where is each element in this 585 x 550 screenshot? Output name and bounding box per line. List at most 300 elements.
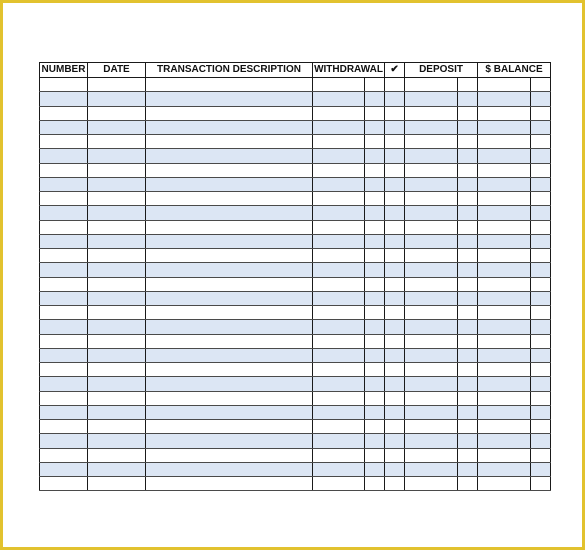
balance-dollars-cell[interactable] bbox=[478, 249, 531, 263]
check-cell[interactable] bbox=[385, 234, 405, 248]
withdrawal-dollars-cell[interactable] bbox=[313, 120, 365, 134]
balance-cents-cell[interactable] bbox=[531, 348, 551, 362]
deposit-cents-cell[interactable] bbox=[458, 448, 478, 462]
withdrawal-dollars-cell[interactable] bbox=[313, 462, 365, 476]
balance-cents-cell[interactable] bbox=[531, 206, 551, 220]
check-cell[interactable] bbox=[385, 334, 405, 348]
withdrawal-dollars-cell[interactable] bbox=[313, 135, 365, 149]
balance-dollars-cell[interactable] bbox=[478, 420, 531, 434]
balance-cents-cell[interactable] bbox=[531, 448, 551, 462]
withdrawal-cents-cell[interactable] bbox=[365, 177, 385, 191]
deposit-dollars-cell[interactable] bbox=[405, 206, 458, 220]
description-cell[interactable] bbox=[146, 106, 313, 120]
withdrawal-dollars-cell[interactable] bbox=[313, 448, 365, 462]
balance-dollars-cell[interactable] bbox=[478, 78, 531, 92]
number-cell[interactable] bbox=[40, 334, 88, 348]
date-cell[interactable] bbox=[88, 92, 146, 106]
check-cell[interactable] bbox=[385, 92, 405, 106]
number-cell[interactable] bbox=[40, 377, 88, 391]
date-cell[interactable] bbox=[88, 477, 146, 491]
date-cell[interactable] bbox=[88, 391, 146, 405]
description-cell[interactable] bbox=[146, 135, 313, 149]
withdrawal-cents-cell[interactable] bbox=[365, 434, 385, 448]
balance-dollars-cell[interactable] bbox=[478, 448, 531, 462]
balance-cents-cell[interactable] bbox=[531, 477, 551, 491]
check-cell[interactable] bbox=[385, 163, 405, 177]
deposit-dollars-cell[interactable] bbox=[405, 391, 458, 405]
balance-cents-cell[interactable] bbox=[531, 149, 551, 163]
deposit-cents-cell[interactable] bbox=[458, 149, 478, 163]
number-cell[interactable] bbox=[40, 306, 88, 320]
check-cell[interactable] bbox=[385, 291, 405, 305]
balance-cents-cell[interactable] bbox=[531, 306, 551, 320]
balance-cents-cell[interactable] bbox=[531, 434, 551, 448]
number-cell[interactable] bbox=[40, 405, 88, 419]
description-cell[interactable] bbox=[146, 177, 313, 191]
withdrawal-dollars-cell[interactable] bbox=[313, 377, 365, 391]
balance-dollars-cell[interactable] bbox=[478, 192, 531, 206]
date-cell[interactable] bbox=[88, 206, 146, 220]
number-cell[interactable] bbox=[40, 462, 88, 476]
deposit-cents-cell[interactable] bbox=[458, 462, 478, 476]
deposit-cents-cell[interactable] bbox=[458, 135, 478, 149]
balance-dollars-cell[interactable] bbox=[478, 277, 531, 291]
withdrawal-cents-cell[interactable] bbox=[365, 206, 385, 220]
table-row bbox=[40, 377, 551, 391]
number-cell[interactable] bbox=[40, 234, 88, 248]
check-cell[interactable] bbox=[385, 106, 405, 120]
deposit-dollars-cell[interactable] bbox=[405, 448, 458, 462]
table-row bbox=[40, 448, 551, 462]
deposit-cents-cell[interactable] bbox=[458, 363, 478, 377]
deposit-dollars-cell[interactable] bbox=[405, 277, 458, 291]
deposit-dollars-cell[interactable] bbox=[405, 120, 458, 134]
balance-cents-cell[interactable] bbox=[531, 220, 551, 234]
deposit-cents-cell[interactable] bbox=[458, 277, 478, 291]
date-cell[interactable] bbox=[88, 420, 146, 434]
balance-cents-cell[interactable] bbox=[531, 249, 551, 263]
number-cell[interactable] bbox=[40, 320, 88, 334]
description-cell[interactable] bbox=[146, 306, 313, 320]
number-cell[interactable] bbox=[40, 78, 88, 92]
check-cell[interactable] bbox=[385, 405, 405, 419]
number-cell[interactable] bbox=[40, 220, 88, 234]
withdrawal-dollars-cell[interactable] bbox=[313, 92, 365, 106]
withdrawal-cents-cell[interactable] bbox=[365, 391, 385, 405]
deposit-cents-cell[interactable] bbox=[458, 405, 478, 419]
check-cell[interactable] bbox=[385, 377, 405, 391]
deposit-dollars-cell[interactable] bbox=[405, 320, 458, 334]
balance-dollars-cell[interactable] bbox=[478, 391, 531, 405]
description-cell[interactable] bbox=[146, 477, 313, 491]
withdrawal-cents-cell[interactable] bbox=[365, 462, 385, 476]
balance-dollars-cell[interactable] bbox=[478, 92, 531, 106]
date-cell[interactable] bbox=[88, 163, 146, 177]
date-cell[interactable] bbox=[88, 177, 146, 191]
withdrawal-dollars-cell[interactable] bbox=[313, 78, 365, 92]
deposit-dollars-cell[interactable] bbox=[405, 149, 458, 163]
description-cell[interactable] bbox=[146, 448, 313, 462]
balance-dollars-cell[interactable] bbox=[478, 434, 531, 448]
date-cell[interactable] bbox=[88, 135, 146, 149]
deposit-dollars-cell[interactable] bbox=[405, 291, 458, 305]
check-cell[interactable] bbox=[385, 220, 405, 234]
date-cell[interactable] bbox=[88, 462, 146, 476]
deposit-dollars-cell[interactable] bbox=[405, 334, 458, 348]
number-cell[interactable] bbox=[40, 434, 88, 448]
column-header-withdrawal: WITHDRAWAL bbox=[313, 63, 385, 78]
date-cell[interactable] bbox=[88, 405, 146, 419]
withdrawal-cents-cell[interactable] bbox=[365, 234, 385, 248]
balance-cents-cell[interactable] bbox=[531, 320, 551, 334]
balance-dollars-cell[interactable] bbox=[478, 135, 531, 149]
balance-dollars-cell[interactable] bbox=[478, 106, 531, 120]
balance-cents-cell[interactable] bbox=[531, 120, 551, 134]
check-cell[interactable] bbox=[385, 78, 405, 92]
withdrawal-cents-cell[interactable] bbox=[365, 477, 385, 491]
deposit-dollars-cell[interactable] bbox=[405, 135, 458, 149]
column-header-date: DATE bbox=[88, 63, 146, 78]
description-cell[interactable] bbox=[146, 348, 313, 362]
description-cell[interactable] bbox=[146, 462, 313, 476]
check-cell[interactable] bbox=[385, 192, 405, 206]
withdrawal-dollars-cell[interactable] bbox=[313, 420, 365, 434]
description-cell[interactable] bbox=[146, 120, 313, 134]
check-cell[interactable] bbox=[385, 391, 405, 405]
date-cell[interactable] bbox=[88, 220, 146, 234]
withdrawal-dollars-cell[interactable] bbox=[313, 405, 365, 419]
number-cell[interactable] bbox=[40, 249, 88, 263]
description-cell[interactable] bbox=[146, 149, 313, 163]
description-cell[interactable] bbox=[146, 234, 313, 248]
withdrawal-cents-cell[interactable] bbox=[365, 78, 385, 92]
withdrawal-dollars-cell[interactable] bbox=[313, 220, 365, 234]
check-cell[interactable] bbox=[385, 177, 405, 191]
withdrawal-cents-cell[interactable] bbox=[365, 348, 385, 362]
withdrawal-cents-cell[interactable] bbox=[365, 363, 385, 377]
check-cell[interactable] bbox=[385, 363, 405, 377]
withdrawal-dollars-cell[interactable] bbox=[313, 106, 365, 120]
deposit-dollars-cell[interactable] bbox=[405, 306, 458, 320]
date-cell[interactable] bbox=[88, 149, 146, 163]
deposit-cents-cell[interactable] bbox=[458, 177, 478, 191]
withdrawal-cents-cell[interactable] bbox=[365, 120, 385, 134]
check-cell[interactable] bbox=[385, 306, 405, 320]
number-cell[interactable] bbox=[40, 448, 88, 462]
deposit-cents-cell[interactable] bbox=[458, 120, 478, 134]
description-cell[interactable] bbox=[146, 405, 313, 419]
deposit-cents-cell[interactable] bbox=[458, 192, 478, 206]
date-cell[interactable] bbox=[88, 263, 146, 277]
balance-dollars-cell[interactable] bbox=[478, 206, 531, 220]
deposit-dollars-cell[interactable] bbox=[405, 106, 458, 120]
date-cell[interactable] bbox=[88, 120, 146, 134]
balance-cents-cell[interactable] bbox=[531, 234, 551, 248]
description-cell[interactable] bbox=[146, 377, 313, 391]
balance-cents-cell[interactable] bbox=[531, 163, 551, 177]
description-cell[interactable] bbox=[146, 420, 313, 434]
table-row bbox=[40, 363, 551, 377]
balance-dollars-cell[interactable] bbox=[478, 120, 531, 134]
balance-cents-cell[interactable] bbox=[531, 462, 551, 476]
description-cell[interactable] bbox=[146, 220, 313, 234]
check-cell[interactable] bbox=[385, 149, 405, 163]
number-cell[interactable] bbox=[40, 363, 88, 377]
balance-dollars-cell[interactable] bbox=[478, 405, 531, 419]
description-cell[interactable] bbox=[146, 249, 313, 263]
withdrawal-cents-cell[interactable] bbox=[365, 291, 385, 305]
number-cell[interactable] bbox=[40, 149, 88, 163]
balance-dollars-cell[interactable] bbox=[478, 263, 531, 277]
description-cell[interactable] bbox=[146, 277, 313, 291]
date-cell[interactable] bbox=[88, 363, 146, 377]
description-cell[interactable] bbox=[146, 263, 313, 277]
balance-cents-cell[interactable] bbox=[531, 177, 551, 191]
withdrawal-dollars-cell[interactable] bbox=[313, 249, 365, 263]
balance-dollars-cell[interactable] bbox=[478, 306, 531, 320]
number-cell[interactable] bbox=[40, 348, 88, 362]
deposit-dollars-cell[interactable] bbox=[405, 263, 458, 277]
withdrawal-cents-cell[interactable] bbox=[365, 306, 385, 320]
balance-cents-cell[interactable] bbox=[531, 391, 551, 405]
withdrawal-dollars-cell[interactable] bbox=[313, 263, 365, 277]
balance-cents-cell[interactable] bbox=[531, 377, 551, 391]
withdrawal-cents-cell[interactable] bbox=[365, 192, 385, 206]
check-cell[interactable] bbox=[385, 348, 405, 362]
date-cell[interactable] bbox=[88, 249, 146, 263]
deposit-cents-cell[interactable] bbox=[458, 92, 478, 106]
number-cell[interactable] bbox=[40, 92, 88, 106]
date-cell[interactable] bbox=[88, 234, 146, 248]
date-cell[interactable] bbox=[88, 334, 146, 348]
check-cell[interactable] bbox=[385, 277, 405, 291]
number-cell[interactable] bbox=[40, 391, 88, 405]
balance-cents-cell[interactable] bbox=[531, 92, 551, 106]
withdrawal-dollars-cell[interactable] bbox=[313, 320, 365, 334]
description-cell[interactable] bbox=[146, 163, 313, 177]
number-cell[interactable] bbox=[40, 420, 88, 434]
balance-dollars-cell[interactable] bbox=[478, 291, 531, 305]
deposit-dollars-cell[interactable] bbox=[405, 78, 458, 92]
withdrawal-cents-cell[interactable] bbox=[365, 263, 385, 277]
table-row bbox=[40, 206, 551, 220]
register-body bbox=[40, 78, 551, 491]
date-cell[interactable] bbox=[88, 377, 146, 391]
balance-cents-cell[interactable] bbox=[531, 192, 551, 206]
check-cell[interactable] bbox=[385, 477, 405, 491]
withdrawal-dollars-cell[interactable] bbox=[313, 477, 365, 491]
date-cell[interactable] bbox=[88, 192, 146, 206]
withdrawal-dollars-cell[interactable] bbox=[313, 306, 365, 320]
number-cell[interactable] bbox=[40, 263, 88, 277]
table-row bbox=[40, 277, 551, 291]
description-cell[interactable] bbox=[146, 320, 313, 334]
withdrawal-cents-cell[interactable] bbox=[365, 377, 385, 391]
balance-dollars-cell[interactable] bbox=[478, 377, 531, 391]
deposit-cents-cell[interactable] bbox=[458, 420, 478, 434]
withdrawal-dollars-cell[interactable] bbox=[313, 177, 365, 191]
withdrawal-dollars-cell[interactable] bbox=[313, 291, 365, 305]
deposit-dollars-cell[interactable] bbox=[405, 92, 458, 106]
description-cell[interactable] bbox=[146, 363, 313, 377]
withdrawal-cents-cell[interactable] bbox=[365, 249, 385, 263]
number-cell[interactable] bbox=[40, 277, 88, 291]
check-cell[interactable] bbox=[385, 462, 405, 476]
number-cell[interactable] bbox=[40, 206, 88, 220]
balance-cents-cell[interactable] bbox=[531, 334, 551, 348]
date-cell[interactable] bbox=[88, 448, 146, 462]
check-cell[interactable] bbox=[385, 420, 405, 434]
number-cell[interactable] bbox=[40, 192, 88, 206]
withdrawal-cents-cell[interactable] bbox=[365, 135, 385, 149]
withdrawal-dollars-cell[interactable] bbox=[313, 334, 365, 348]
number-cell[interactable] bbox=[40, 135, 88, 149]
deposit-cents-cell[interactable] bbox=[458, 434, 478, 448]
deposit-cents-cell[interactable] bbox=[458, 263, 478, 277]
check-cell[interactable] bbox=[385, 320, 405, 334]
check-cell[interactable] bbox=[385, 120, 405, 134]
balance-dollars-cell[interactable] bbox=[478, 320, 531, 334]
check-cell[interactable] bbox=[385, 135, 405, 149]
deposit-dollars-cell[interactable] bbox=[405, 477, 458, 491]
deposit-dollars-cell[interactable] bbox=[405, 234, 458, 248]
withdrawal-cents-cell[interactable] bbox=[365, 277, 385, 291]
balance-dollars-cell[interactable] bbox=[478, 163, 531, 177]
balance-cents-cell[interactable] bbox=[531, 106, 551, 120]
description-cell[interactable] bbox=[146, 391, 313, 405]
deposit-cents-cell[interactable] bbox=[458, 220, 478, 234]
balance-dollars-cell[interactable] bbox=[478, 149, 531, 163]
withdrawal-cents-cell[interactable] bbox=[365, 92, 385, 106]
withdrawal-cents-cell[interactable] bbox=[365, 220, 385, 234]
number-cell[interactable] bbox=[40, 291, 88, 305]
deposit-dollars-cell[interactable] bbox=[405, 220, 458, 234]
balance-cents-cell[interactable] bbox=[531, 291, 551, 305]
deposit-dollars-cell[interactable] bbox=[405, 192, 458, 206]
deposit-dollars-cell[interactable] bbox=[405, 377, 458, 391]
balance-dollars-cell[interactable] bbox=[478, 334, 531, 348]
deposit-cents-cell[interactable] bbox=[458, 106, 478, 120]
deposit-dollars-cell[interactable] bbox=[405, 434, 458, 448]
date-cell[interactable] bbox=[88, 306, 146, 320]
description-cell[interactable] bbox=[146, 291, 313, 305]
withdrawal-dollars-cell[interactable] bbox=[313, 163, 365, 177]
date-cell[interactable] bbox=[88, 348, 146, 362]
date-cell[interactable] bbox=[88, 277, 146, 291]
number-cell[interactable] bbox=[40, 477, 88, 491]
withdrawal-dollars-cell[interactable] bbox=[313, 192, 365, 206]
deposit-dollars-cell[interactable] bbox=[405, 405, 458, 419]
withdrawal-dollars-cell[interactable] bbox=[313, 149, 365, 163]
deposit-dollars-cell[interactable] bbox=[405, 420, 458, 434]
deposit-cents-cell[interactable] bbox=[458, 291, 478, 305]
check-cell[interactable] bbox=[385, 206, 405, 220]
withdrawal-dollars-cell[interactable] bbox=[313, 363, 365, 377]
withdrawal-dollars-cell[interactable] bbox=[313, 348, 365, 362]
deposit-dollars-cell[interactable] bbox=[405, 163, 458, 177]
balance-dollars-cell[interactable] bbox=[478, 462, 531, 476]
description-cell[interactable] bbox=[146, 334, 313, 348]
withdrawal-cents-cell[interactable] bbox=[365, 448, 385, 462]
balance-cents-cell[interactable] bbox=[531, 263, 551, 277]
balance-cents-cell[interactable] bbox=[531, 363, 551, 377]
withdrawal-cents-cell[interactable] bbox=[365, 163, 385, 177]
description-cell[interactable] bbox=[146, 434, 313, 448]
check-cell[interactable] bbox=[385, 434, 405, 448]
balance-cents-cell[interactable] bbox=[531, 78, 551, 92]
deposit-cents-cell[interactable] bbox=[458, 391, 478, 405]
balance-cents-cell[interactable] bbox=[531, 405, 551, 419]
date-cell[interactable] bbox=[88, 320, 146, 334]
withdrawal-cents-cell[interactable] bbox=[365, 149, 385, 163]
deposit-dollars-cell[interactable] bbox=[405, 249, 458, 263]
balance-cents-cell[interactable] bbox=[531, 277, 551, 291]
deposit-cents-cell[interactable] bbox=[458, 234, 478, 248]
date-cell[interactable] bbox=[88, 106, 146, 120]
balance-dollars-cell[interactable] bbox=[478, 220, 531, 234]
date-cell[interactable] bbox=[88, 291, 146, 305]
withdrawal-cents-cell[interactable] bbox=[365, 405, 385, 419]
withdrawal-dollars-cell[interactable] bbox=[313, 391, 365, 405]
withdrawal-cents-cell[interactable] bbox=[365, 106, 385, 120]
table-row bbox=[40, 434, 551, 448]
balance-dollars-cell[interactable] bbox=[478, 234, 531, 248]
number-cell[interactable] bbox=[40, 177, 88, 191]
check-cell[interactable] bbox=[385, 448, 405, 462]
withdrawal-dollars-cell[interactable] bbox=[313, 277, 365, 291]
withdrawal-cents-cell[interactable] bbox=[365, 420, 385, 434]
deposit-dollars-cell[interactable] bbox=[405, 348, 458, 362]
deposit-cents-cell[interactable] bbox=[458, 78, 478, 92]
deposit-cents-cell[interactable] bbox=[458, 249, 478, 263]
description-cell[interactable] bbox=[146, 206, 313, 220]
check-cell[interactable] bbox=[385, 249, 405, 263]
deposit-cents-cell[interactable] bbox=[458, 320, 478, 334]
table-row bbox=[40, 306, 551, 320]
deposit-dollars-cell[interactable] bbox=[405, 363, 458, 377]
description-cell[interactable] bbox=[146, 92, 313, 106]
deposit-dollars-cell[interactable] bbox=[405, 462, 458, 476]
balance-dollars-cell[interactable] bbox=[478, 177, 531, 191]
balance-dollars-cell[interactable] bbox=[478, 477, 531, 491]
description-cell[interactable] bbox=[146, 78, 313, 92]
deposit-cents-cell[interactable] bbox=[458, 206, 478, 220]
deposit-cents-cell[interactable] bbox=[458, 348, 478, 362]
description-cell[interactable] bbox=[146, 192, 313, 206]
deposit-cents-cell[interactable] bbox=[458, 377, 478, 391]
withdrawal-dollars-cell[interactable] bbox=[313, 234, 365, 248]
withdrawal-cents-cell[interactable] bbox=[365, 320, 385, 334]
check-cell[interactable] bbox=[385, 263, 405, 277]
deposit-dollars-cell[interactable] bbox=[405, 177, 458, 191]
balance-dollars-cell[interactable] bbox=[478, 348, 531, 362]
deposit-cents-cell[interactable] bbox=[458, 306, 478, 320]
number-cell[interactable] bbox=[40, 163, 88, 177]
withdrawal-dollars-cell[interactable] bbox=[313, 434, 365, 448]
date-cell[interactable] bbox=[88, 78, 146, 92]
withdrawal-cents-cell[interactable] bbox=[365, 334, 385, 348]
balance-dollars-cell[interactable] bbox=[478, 363, 531, 377]
number-cell[interactable] bbox=[40, 120, 88, 134]
deposit-cents-cell[interactable] bbox=[458, 334, 478, 348]
number-cell[interactable] bbox=[40, 106, 88, 120]
date-cell[interactable] bbox=[88, 434, 146, 448]
deposit-cents-cell[interactable] bbox=[458, 163, 478, 177]
balance-cents-cell[interactable] bbox=[531, 135, 551, 149]
withdrawal-dollars-cell[interactable] bbox=[313, 206, 365, 220]
deposit-cents-cell[interactable] bbox=[458, 477, 478, 491]
balance-cents-cell[interactable] bbox=[531, 420, 551, 434]
